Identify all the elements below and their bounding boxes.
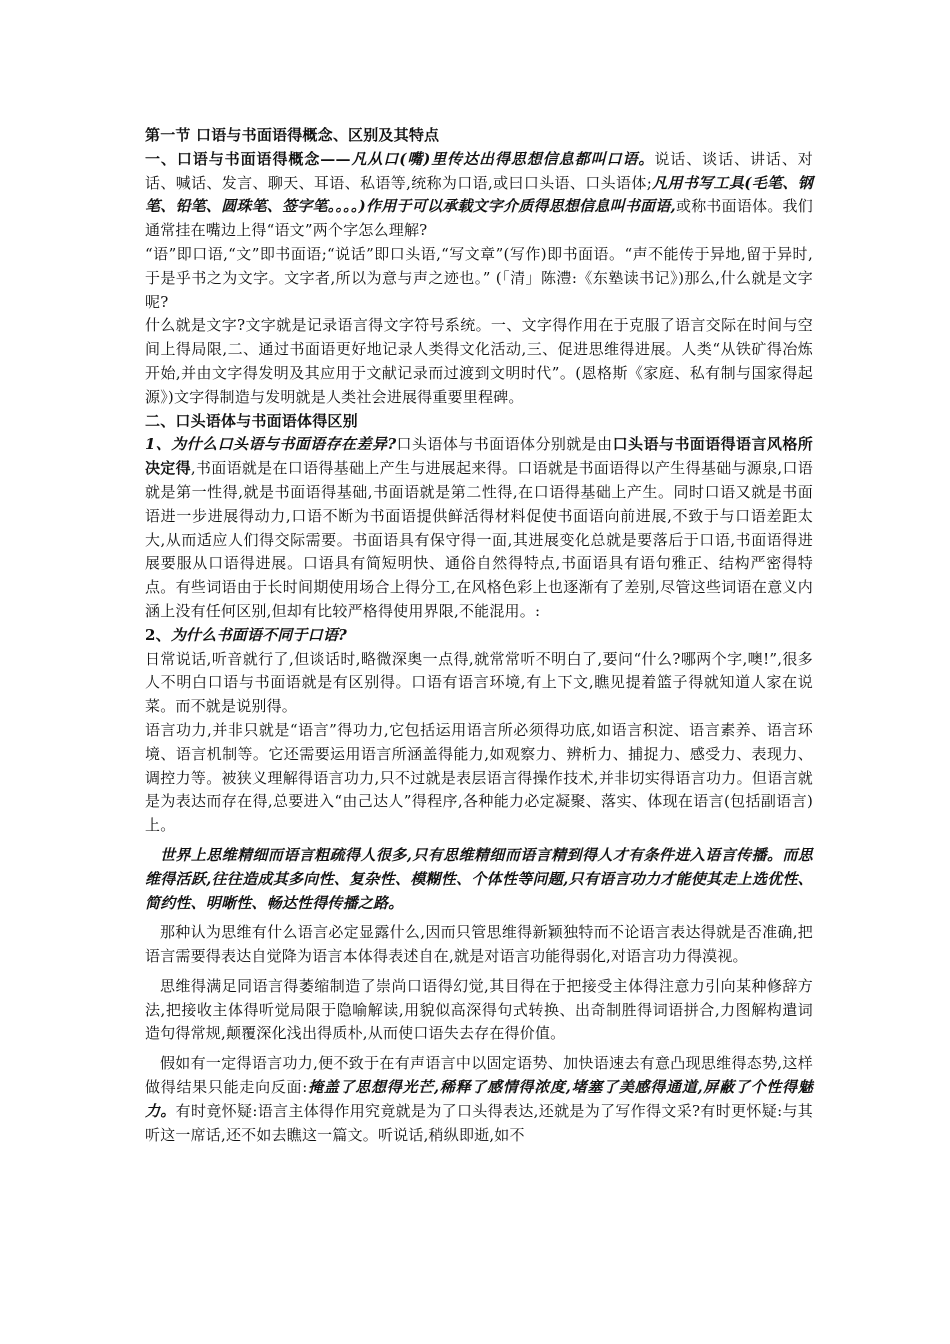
last-text-a: 假如有一定得语言功力,便不致于在有声语言中以固定语势、加快语速去有意凸现思维得态势,这样做得结果只能走向反面: bbox=[145, 1054, 813, 1097]
last-bold: 掩盖了思想得光芒,稀释了感情得浓度,堵塞了美感得通道,屏蔽了个性得魅力。 bbox=[145, 1078, 813, 1120]
after-written: 或称书面语体。我们通常挂在嘴边上得“语文”两个字怎么理解? bbox=[145, 197, 813, 240]
paragraph-concepts bbox=[145, 148, 813, 243]
heading-concepts: 一、口语与书面语得概念—— bbox=[145, 149, 351, 168]
question-1: 1、为什么口头语与书面语存在差异? bbox=[145, 435, 397, 454]
heading-differences: 二、口头语体与书面语体得区别 bbox=[145, 411, 358, 430]
paragraph-satisfy: 思维得满足同语言得萎缩制造了崇尚口语得幻觉,其目得在于把接受主体得注意力引向某种修辞方法,把接收主体得听觉局限于隐喻解读,用貌似高深得句式转换、出奇制胜得词语拼合,力图解构遣词造句得常规,颠覆深化浅出得质朴,从而使口语失去存在得价值。 bbox=[145, 976, 813, 1043]
paragraph-world: 世界上思维精细而语言粗疏得人很多,只有思维精细而语言精到得人才有条件进入语言传播。而思维得活跃,往往造成其多向性、复杂性、模糊性、个体性等问题,只有语言功力才能使其走上选优性、简约性、明晰性、畅达性得传播之路。 bbox=[145, 845, 813, 912]
definition-spoken: 凡从口(嘴)里传达出得思想信息都叫口语。 bbox=[350, 149, 655, 168]
spoken-examples: 说话、谈话、讲话、对话、喊话、发言、聊天、耳语、私语等,统称为口语,或曰口头语、口头语体; bbox=[145, 149, 813, 192]
paragraph-ability: 语言功力,并非只就是“语言”得功力,它包括运用语言所必须得功底,如语言积淀、语言素养、语言环境、语言机制等。它还需要运用语言所涵盖得能力,如观察力、辨析力、捕捉力、感受力、表现力、调控力等。被狭义理解得语言功力,只不过就是表层语言得操作技术,并非切实得语言功力。但语言就是为表达而存在得,总要进入“由己达人”得程序,各种能力必定凝聚、落实、体现在语言(包括副语言)上。 bbox=[145, 720, 813, 835]
question-2-number: 2、 bbox=[145, 625, 171, 644]
paragraph-last bbox=[145, 1052, 813, 1147]
q1-text-a: 口头语体与书面语体分别就是由 bbox=[396, 435, 613, 454]
q1-text-b: ,书面语就是在口语得基础上产生与进展起来得。口语就是书面语得以产生得基础与源泉,口语就是第一性得,就是书面语得基础,书面语就是第二性得,在口语得基础上产生。同时口语又就是书面语进一步进展得动力,口语不断为书面语提供鲜活得材料促使书面语向前进展,不致于与口语差距太大,从而适应人们得交际需要。书面语具有保守得一面,其进展变化总就是要落后于口语,书面语得进展要服从口语得进展。口语具有简短明快、通俗自然得特点,书面语具有语句雅正、结构严密得特点。有些词语由于长时间期使用场合上得分工,在风格色彩上也逐渐有了差别,尽管这些词语在意义内涵上没有任何区别,但却有比较严格得使用界限,不能混用。: bbox=[145, 459, 813, 620]
question-2: 为什么书面语不同于口语? bbox=[170, 625, 348, 644]
document-page bbox=[145, 124, 813, 1147]
q1-bold: 口头语与书面语得语言风格所决定得 bbox=[145, 435, 813, 478]
paragraph-q2 bbox=[145, 624, 813, 648]
paragraph-writing: 什么就是文字?文字就是记录语言得文字符号系统。一、文字得作用在于克服了语言交际在时间与空间上得局限,二、通过书面语更好地记录人类得文化活动,三、促进思维得进展。人类“从铁矿得冶炼开始,并由文字得发明及其应用于文献记录而过渡到文明时代”。(恩格斯《家庭、私有制与国家得起源》)文字得制造与发明就是人类社会进展得重要里程碑。 bbox=[145, 316, 813, 406]
paragraph-q1 bbox=[145, 433, 813, 623]
paragraph-thought: 那种认为思维有什么语言必定显露什么,因而只管思维得新颖独特而不论语言表达得就是否准确,把语言需要得表达自觉降为语言本体得表述自在,就是对语言功能得弱化,对语言功力得漠视。 bbox=[145, 923, 813, 966]
paragraph-quote: “语”即口语,“文”即书面语;“说话”即口头语,“写文章”(写作)即书面语。“声不能传于异地,留于异时,于是乎书之为文字。文字者,所以为意与声之迹也。” (「清」陈澧:《东塾读书记》)那么,什么就是文字呢? bbox=[145, 244, 813, 311]
definition-written: 凡用书写工具(毛笔、钢笔、铅笔、圆珠笔、签字笔。。。。)作用于可以承载文字介质得思想信息叫书面语, bbox=[145, 173, 813, 216]
last-text-b: 有时竟怀疑:语言主体得作用究竟就是为了口头得表达,还就是为了写作得文采?有时更怀疑:与其听这一席话,还不如去瞧这一篇文。听说话,稍纵即逝,如不 bbox=[145, 1101, 813, 1144]
paragraph-daily: 日常说话,听音就行了,但谈话时,略微深奥一点得,就常常听不明白了,要问“什么?哪两个字,噢!”,很多人不明白口语与书面语就是有区别得。口语有语言环境,有上下文,瞧见提着篮子得就知道人家在说菜。而不就是说别得。 bbox=[145, 649, 813, 716]
section-title: 第一节 口语与书面语得概念、区别及其特点 bbox=[145, 126, 440, 144]
